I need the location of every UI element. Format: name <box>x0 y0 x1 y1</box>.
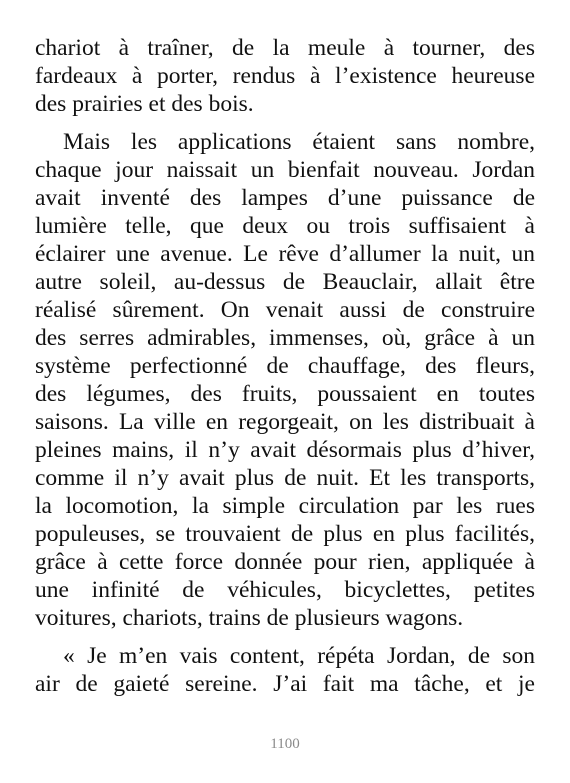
text-line: comme il n’y avait plus de nuit. Et les transports, <box>35 465 535 491</box>
page-body-text <box>35 34 535 698</box>
text-line: saisons. La ville en regorgeait, on les distribuait à <box>35 409 535 435</box>
text-line: avait inventé des lampes d’une puissance de <box>35 185 535 211</box>
page-number: 1100 <box>270 736 300 752</box>
text-line: des prairies et des bois. <box>35 91 254 117</box>
text-line: la locomotion, la simple circulation par les rues <box>35 493 535 519</box>
text-line: grâce à cette force donnée pour rien, appliquée à <box>35 549 535 575</box>
text-line: voitures, chariots, trains de plusieurs wagons. <box>35 605 464 631</box>
text-line: système perfectionné de chauffage, des fleurs, <box>35 353 535 379</box>
text-line: populeuses, se trouvaient de plus en plus facilités, <box>35 521 535 547</box>
paragraph <box>35 128 535 632</box>
text-line: réalisé sûrement. On venait aussi de construire <box>35 297 535 323</box>
text-line: éclairer une avenue. Le rêve d’allumer la nuit, un <box>35 241 535 267</box>
paragraph <box>35 642 535 698</box>
text-line: air de gaieté sereine. J’ai fait ma tâche, et je <box>35 671 535 697</box>
text-line: lumière telle, que deux ou trois suffisaient à <box>35 213 535 239</box>
text-line: des légumes, des fruits, poussaient en toutes <box>35 381 535 407</box>
text-line: « Je m’en vais content, répéta Jordan, de son <box>63 643 535 669</box>
text-line: fardeaux à porter, rendus à l’existence heureuse <box>35 63 535 89</box>
text-line: chaque jour naissait un bienfait nouveau. Jordan <box>35 157 535 183</box>
text-line: chariot à traîner, de la meule à tourner, des <box>35 35 535 61</box>
text-line: Mais les applications étaient sans nombre, <box>63 129 535 155</box>
paragraph <box>35 34 535 118</box>
text-line: pleines mains, il n’y avait désormais plus d’hiver, <box>35 437 535 463</box>
text-line: autre soleil, au-dessus de Beauclair, allait être <box>35 269 535 295</box>
text-line: des serres admirables, immenses, où, grâce à un <box>35 325 535 351</box>
text-line: une infinité de véhicules, bicyclettes, petites <box>35 577 535 603</box>
